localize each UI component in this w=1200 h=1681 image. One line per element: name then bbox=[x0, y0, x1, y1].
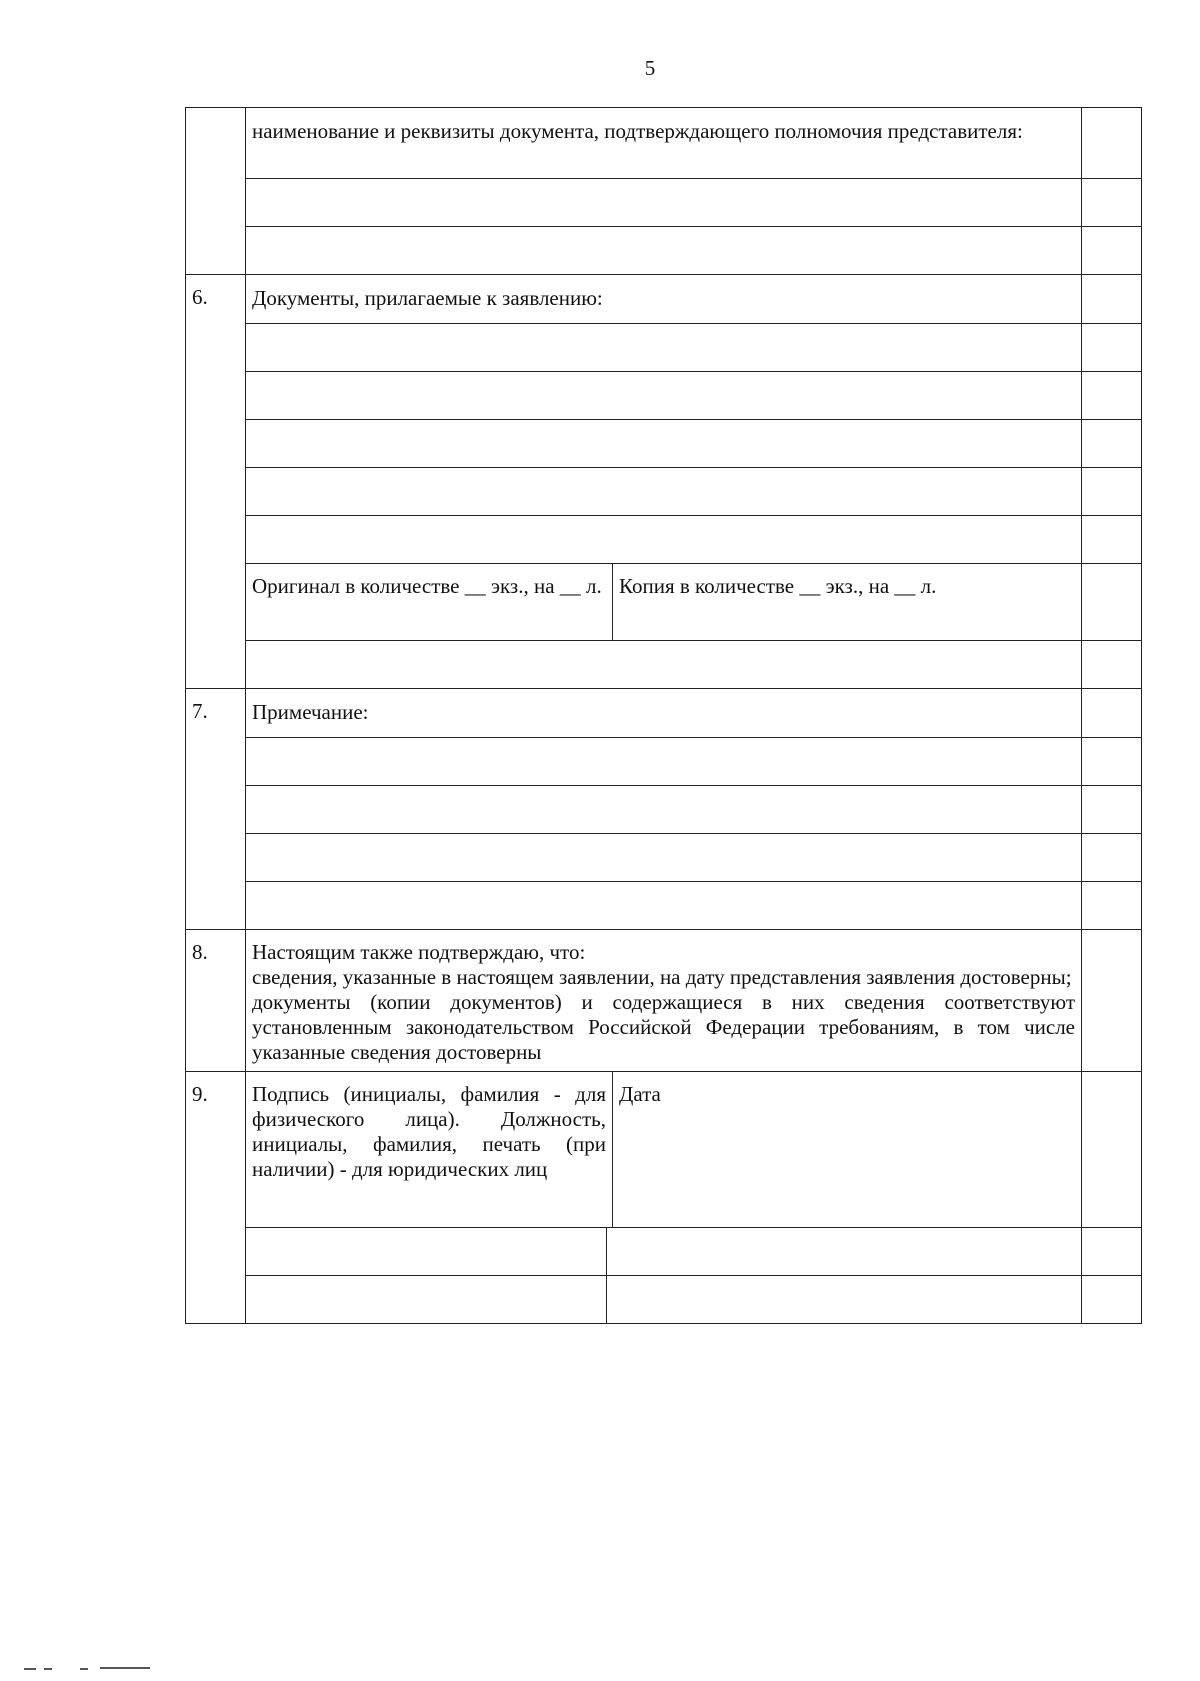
blank-entry-field[interactable] bbox=[246, 227, 1082, 275]
signature-date-cell bbox=[246, 1072, 1082, 1228]
mark-cell[interactable] bbox=[1082, 227, 1142, 275]
scan-mark bbox=[24, 1668, 36, 1670]
section-6-number: 6. bbox=[186, 275, 246, 689]
mark-cell[interactable] bbox=[1082, 275, 1142, 324]
section-9-header-row bbox=[186, 1072, 1142, 1228]
blank-entry-row bbox=[186, 882, 1142, 930]
signature-entry-row bbox=[186, 1276, 1142, 1324]
blank-entry-row bbox=[186, 738, 1142, 786]
scan-mark bbox=[80, 1668, 88, 1670]
mark-cell[interactable] bbox=[1082, 641, 1142, 689]
blank-entry-row bbox=[186, 516, 1142, 564]
original-count-text: Оригинал в количестве __ экз., на __ л. bbox=[252, 574, 602, 598]
mark-cell[interactable] bbox=[1082, 179, 1142, 227]
blank-entry-row bbox=[186, 420, 1142, 468]
rep-doc-label-row bbox=[186, 108, 1142, 179]
row-number-cell bbox=[186, 108, 246, 275]
blank-entry-row bbox=[186, 786, 1142, 834]
blank-entry-row bbox=[186, 324, 1142, 372]
blank-entry-field[interactable] bbox=[246, 882, 1082, 930]
mark-cell[interactable] bbox=[1082, 1072, 1142, 1228]
blank-entry-field[interactable] bbox=[246, 641, 1082, 689]
blank-entry-row bbox=[186, 641, 1142, 689]
blank-entry-row bbox=[186, 468, 1142, 516]
copies-count-row bbox=[186, 564, 1142, 641]
section-8-line-2: сведения, указанные в настоящем заявлении, на дату представления заявления достоверны; bbox=[252, 965, 1072, 989]
mark-cell[interactable] bbox=[1082, 324, 1142, 372]
blank-entry-row bbox=[186, 179, 1142, 227]
blank-entry-field[interactable] bbox=[246, 738, 1082, 786]
blank-entry-row bbox=[186, 227, 1142, 275]
mark-cell[interactable] bbox=[1082, 372, 1142, 420]
blank-entry-field[interactable] bbox=[246, 324, 1082, 372]
mark-cell[interactable] bbox=[1082, 420, 1142, 468]
section-8-number: 8. bbox=[186, 930, 246, 1072]
mark-cell[interactable] bbox=[1082, 1276, 1142, 1324]
section-6-header-row bbox=[186, 275, 1142, 324]
blank-entry-field[interactable] bbox=[246, 834, 1082, 882]
section-8-row bbox=[186, 930, 1142, 1072]
blank-entry-field[interactable] bbox=[246, 468, 1082, 516]
section-7-label: Примечание: bbox=[246, 689, 1082, 738]
section-7-number: 7. bbox=[186, 689, 246, 930]
section-8-line-1: Настоящим также подтверждаю, что: bbox=[252, 940, 586, 964]
section-7-header-row bbox=[186, 689, 1142, 738]
signature-label: Подпись (инициалы, фамилия - для физического лица). Должность, инициалы, фамилия, печать (при наличии) - для юридических лиц bbox=[252, 1082, 606, 1181]
scan-mark bbox=[100, 1667, 150, 1669]
mark-cell[interactable] bbox=[1082, 738, 1142, 786]
blank-entry-field[interactable] bbox=[246, 372, 1082, 420]
mark-cell[interactable] bbox=[1082, 108, 1142, 179]
mark-cell[interactable] bbox=[1082, 930, 1142, 1072]
mark-cell[interactable] bbox=[1082, 834, 1142, 882]
date-label: Дата bbox=[612, 1072, 1081, 1227]
signature-entry-cell bbox=[246, 1228, 1082, 1276]
section-6-label: Документы, прилагаемые к заявлению: bbox=[246, 275, 1082, 324]
mark-cell[interactable] bbox=[1082, 786, 1142, 834]
blank-entry-field[interactable] bbox=[246, 420, 1082, 468]
copies-count-cell bbox=[246, 564, 1082, 641]
copy-count-text: Копия в количестве __ экз., на __ л. bbox=[612, 564, 1081, 640]
signature-entry-cell bbox=[246, 1276, 1082, 1324]
blank-entry-field[interactable] bbox=[246, 516, 1082, 564]
mark-cell[interactable] bbox=[1082, 516, 1142, 564]
blank-entry-field[interactable] bbox=[246, 179, 1082, 227]
blank-entry-row bbox=[186, 372, 1142, 420]
mark-cell[interactable] bbox=[1082, 882, 1142, 930]
date-entry-field[interactable] bbox=[606, 1276, 1081, 1323]
scan-mark bbox=[44, 1668, 52, 1670]
signature-entry-row bbox=[186, 1228, 1142, 1276]
section-8-line-3: документы (копии документов) и содержащиеся в них сведения соответствуют установленным законодательством Российской Федерации требованиям, в том числе указанные сведения достоверны bbox=[252, 990, 1075, 1064]
mark-cell[interactable] bbox=[1082, 468, 1142, 516]
page-number: 5 bbox=[644, 56, 656, 80]
date-entry-field[interactable] bbox=[606, 1228, 1081, 1275]
signature-entry-field[interactable] bbox=[246, 1228, 606, 1275]
mark-cell[interactable] bbox=[1082, 1228, 1142, 1276]
signature-entry-field[interactable] bbox=[246, 1276, 606, 1323]
mark-cell[interactable] bbox=[1082, 564, 1142, 641]
section-8-text bbox=[246, 930, 1082, 1072]
section-9-number: 9. bbox=[186, 1072, 246, 1324]
mark-cell[interactable] bbox=[1082, 689, 1142, 738]
blank-entry-row bbox=[186, 834, 1142, 882]
application-form-table bbox=[185, 107, 1142, 1324]
blank-entry-field[interactable] bbox=[246, 786, 1082, 834]
rep-doc-label: наименование и реквизиты документа, подтверждающего полномочия представителя: bbox=[246, 108, 1082, 179]
